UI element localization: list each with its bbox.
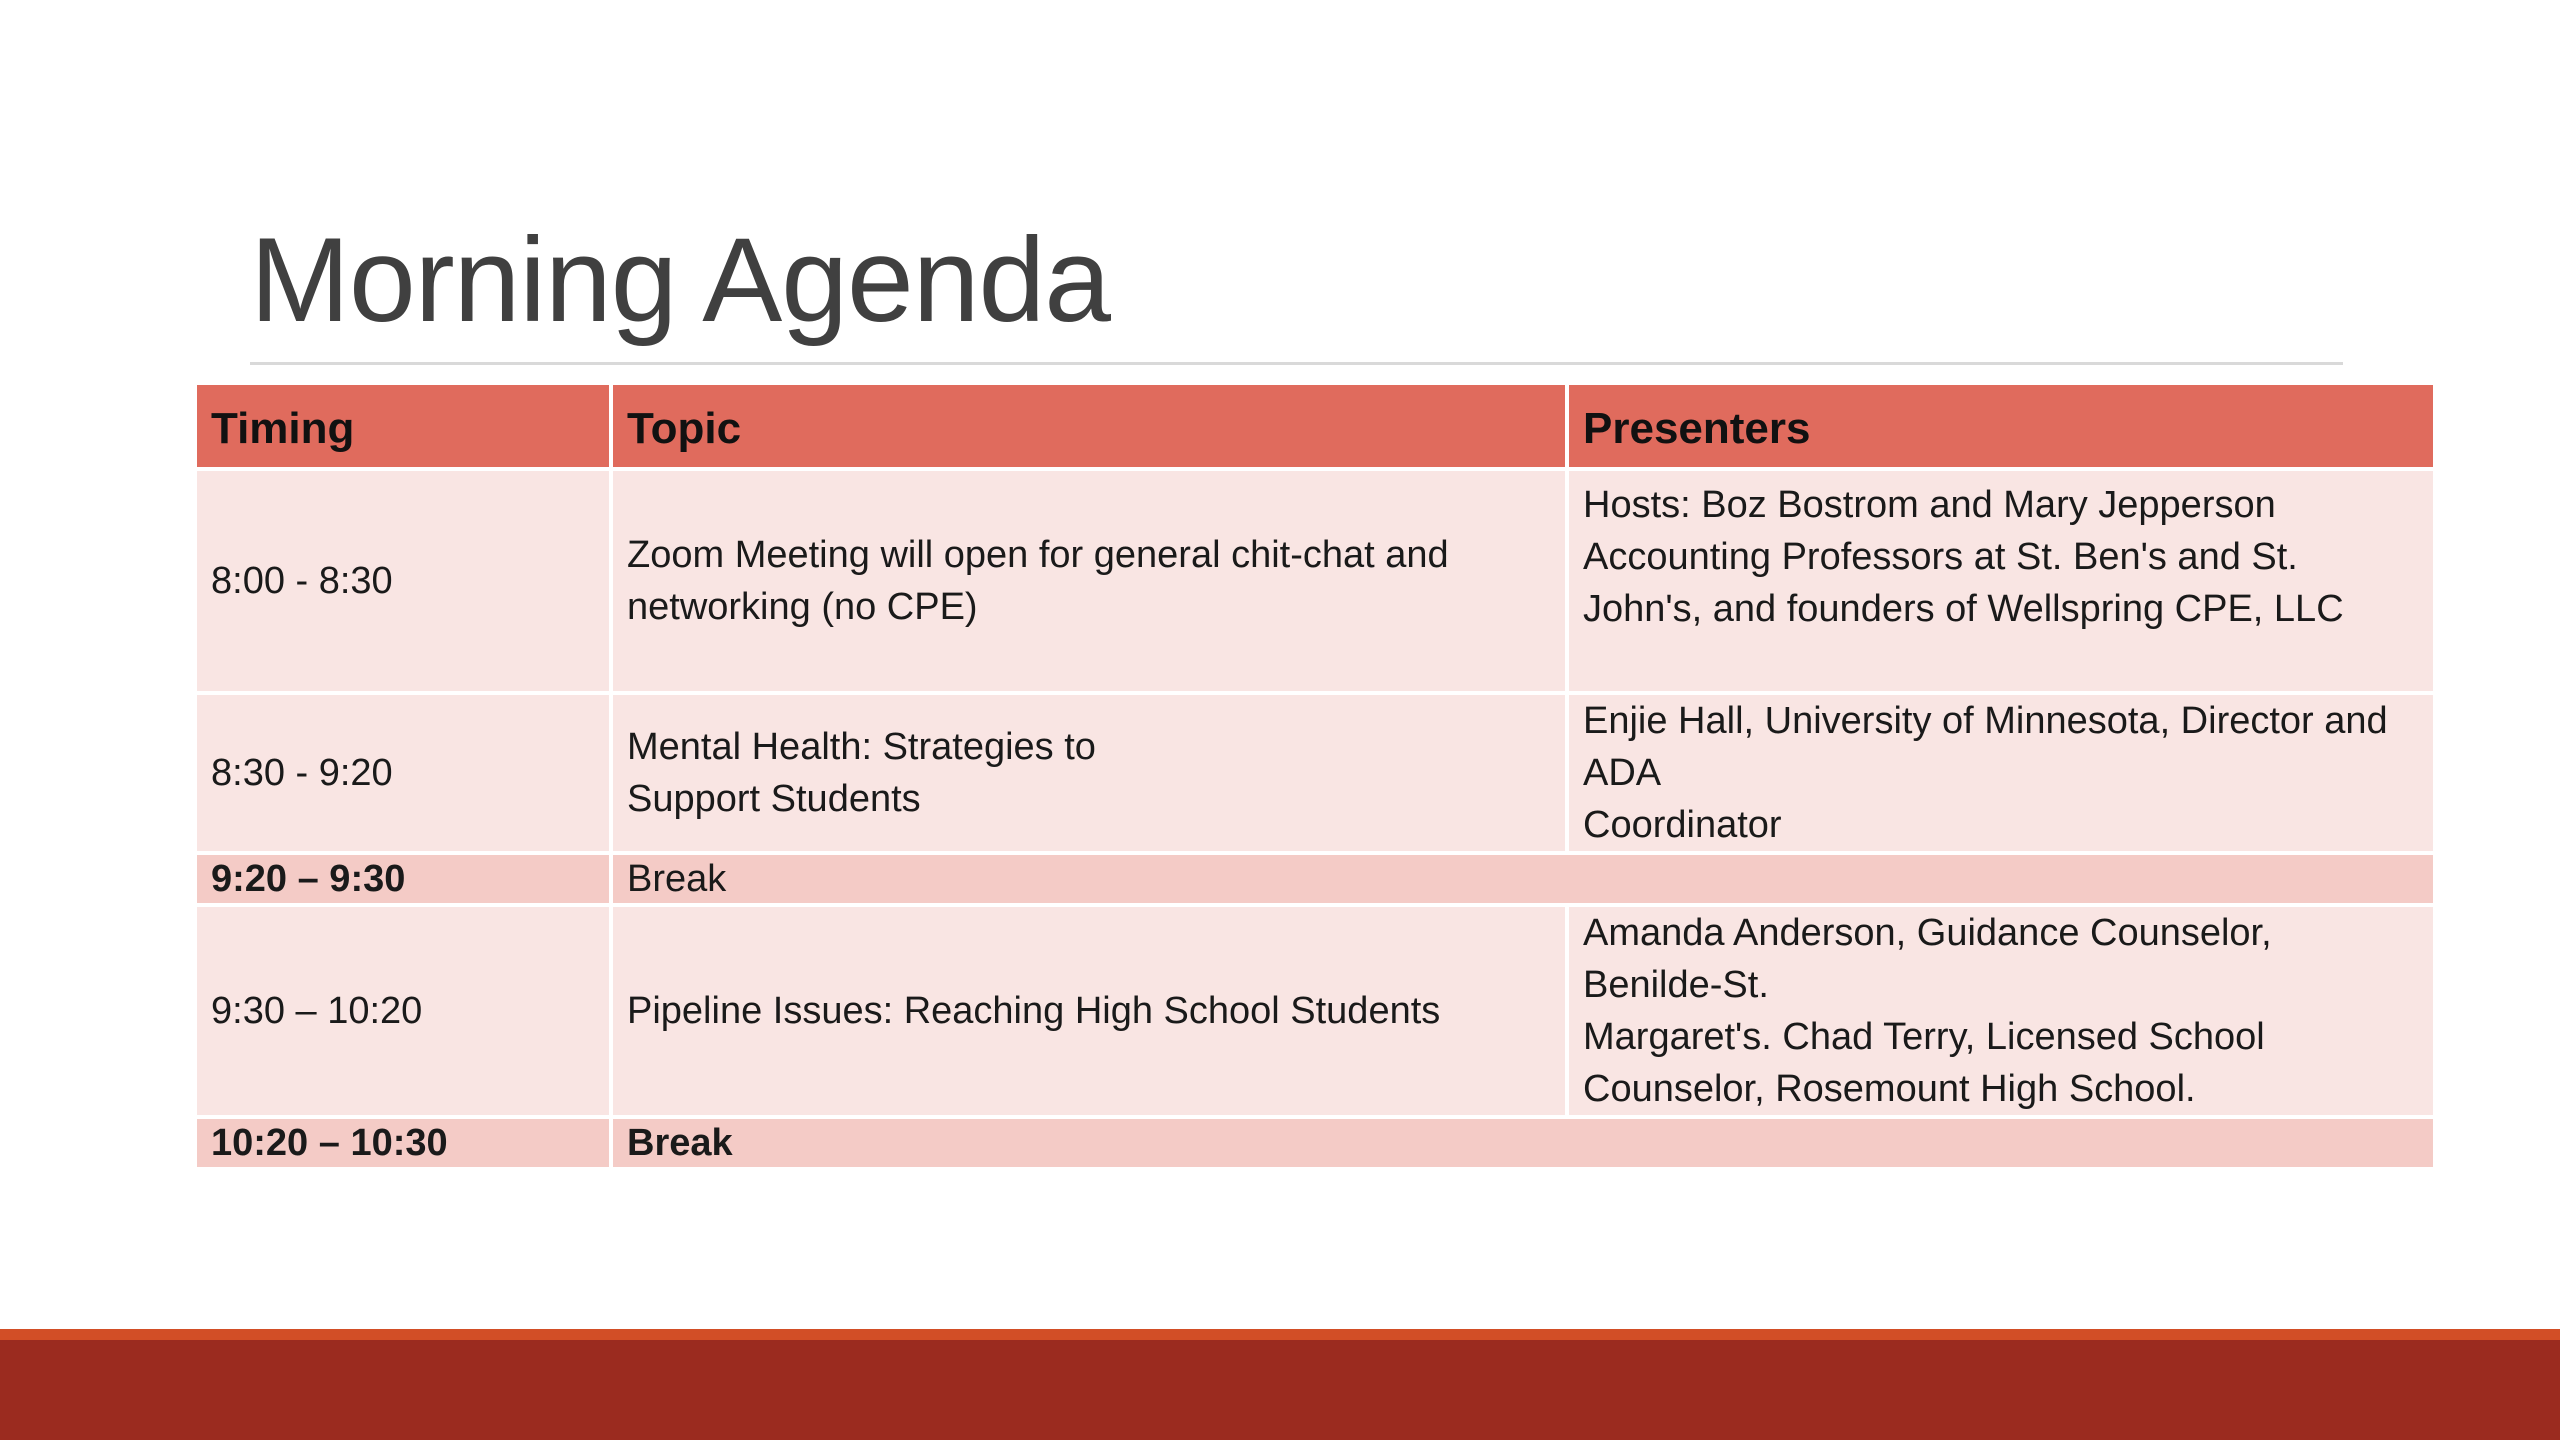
presenter-line: Counselor, Rosemount High School. [1583, 1068, 2196, 1110]
presenter-line: John's, and founders of Wellspring CPE, LLC [1583, 588, 2344, 630]
presenters-cell [1567, 693, 2433, 853]
table-row-break [197, 1117, 2433, 1169]
presenter-line: Enjie Hall, University of Minnesota, Director and [1583, 700, 2388, 742]
title-divider [250, 362, 2343, 365]
footer-bar [0, 1340, 2560, 1440]
topic-cell: Break [611, 1117, 2433, 1169]
presenters-cell [1567, 469, 2433, 693]
presenters-cell [1567, 905, 2433, 1117]
presenter-line: Margaret's. Chad Terry, Licensed School [1583, 1016, 2265, 1058]
presenter-line: Coordinator [1583, 804, 1782, 846]
timing-cell: 8:30 - 9:20 [197, 693, 611, 853]
footer-accent-stripe [0, 1329, 2560, 1340]
presenter-line: Amanda Anderson, Guidance Counselor, [1583, 912, 2272, 954]
presenter-line: Accounting Professors at St. Ben's and St. [1583, 536, 2298, 578]
timing-cell: 9:30 – 10:20 [197, 905, 611, 1117]
table-header-row [197, 385, 2433, 469]
timing-cell: 10:20 – 10:30 [197, 1117, 611, 1169]
table-row-break [197, 853, 2433, 905]
timing-cell: 9:20 – 9:30 [197, 853, 611, 905]
presenter-line: ADA [1583, 752, 1662, 794]
header-timing: Timing [197, 385, 611, 469]
topic-cell: Break [611, 853, 2433, 905]
topic-line: Zoom Meeting will open for general chit-chat and [627, 534, 1449, 576]
presenter-line: Benilde-St. [1583, 964, 1769, 1006]
topic-line: Mental Health: Strategies to [627, 726, 1096, 768]
agenda-table [197, 385, 2433, 1171]
topic-cell [611, 469, 1567, 693]
timing-cell: 8:00 - 8:30 [197, 469, 611, 693]
presenter-line: Hosts: Boz Bostrom and Mary Jepperson [1583, 484, 2276, 526]
slide-title: Morning Agenda [250, 213, 1110, 347]
table-row [197, 905, 2433, 1117]
topic-line: Support Students [627, 778, 921, 820]
topic-line: networking (no CPE) [627, 586, 978, 628]
header-topic: Topic [611, 385, 1567, 469]
table-row [197, 469, 2433, 693]
header-presenters: Presenters [1567, 385, 2433, 469]
topic-cell: Pipeline Issues: Reaching High School Students [611, 905, 1567, 1117]
table-row [197, 693, 2433, 853]
topic-cell [611, 693, 1567, 853]
